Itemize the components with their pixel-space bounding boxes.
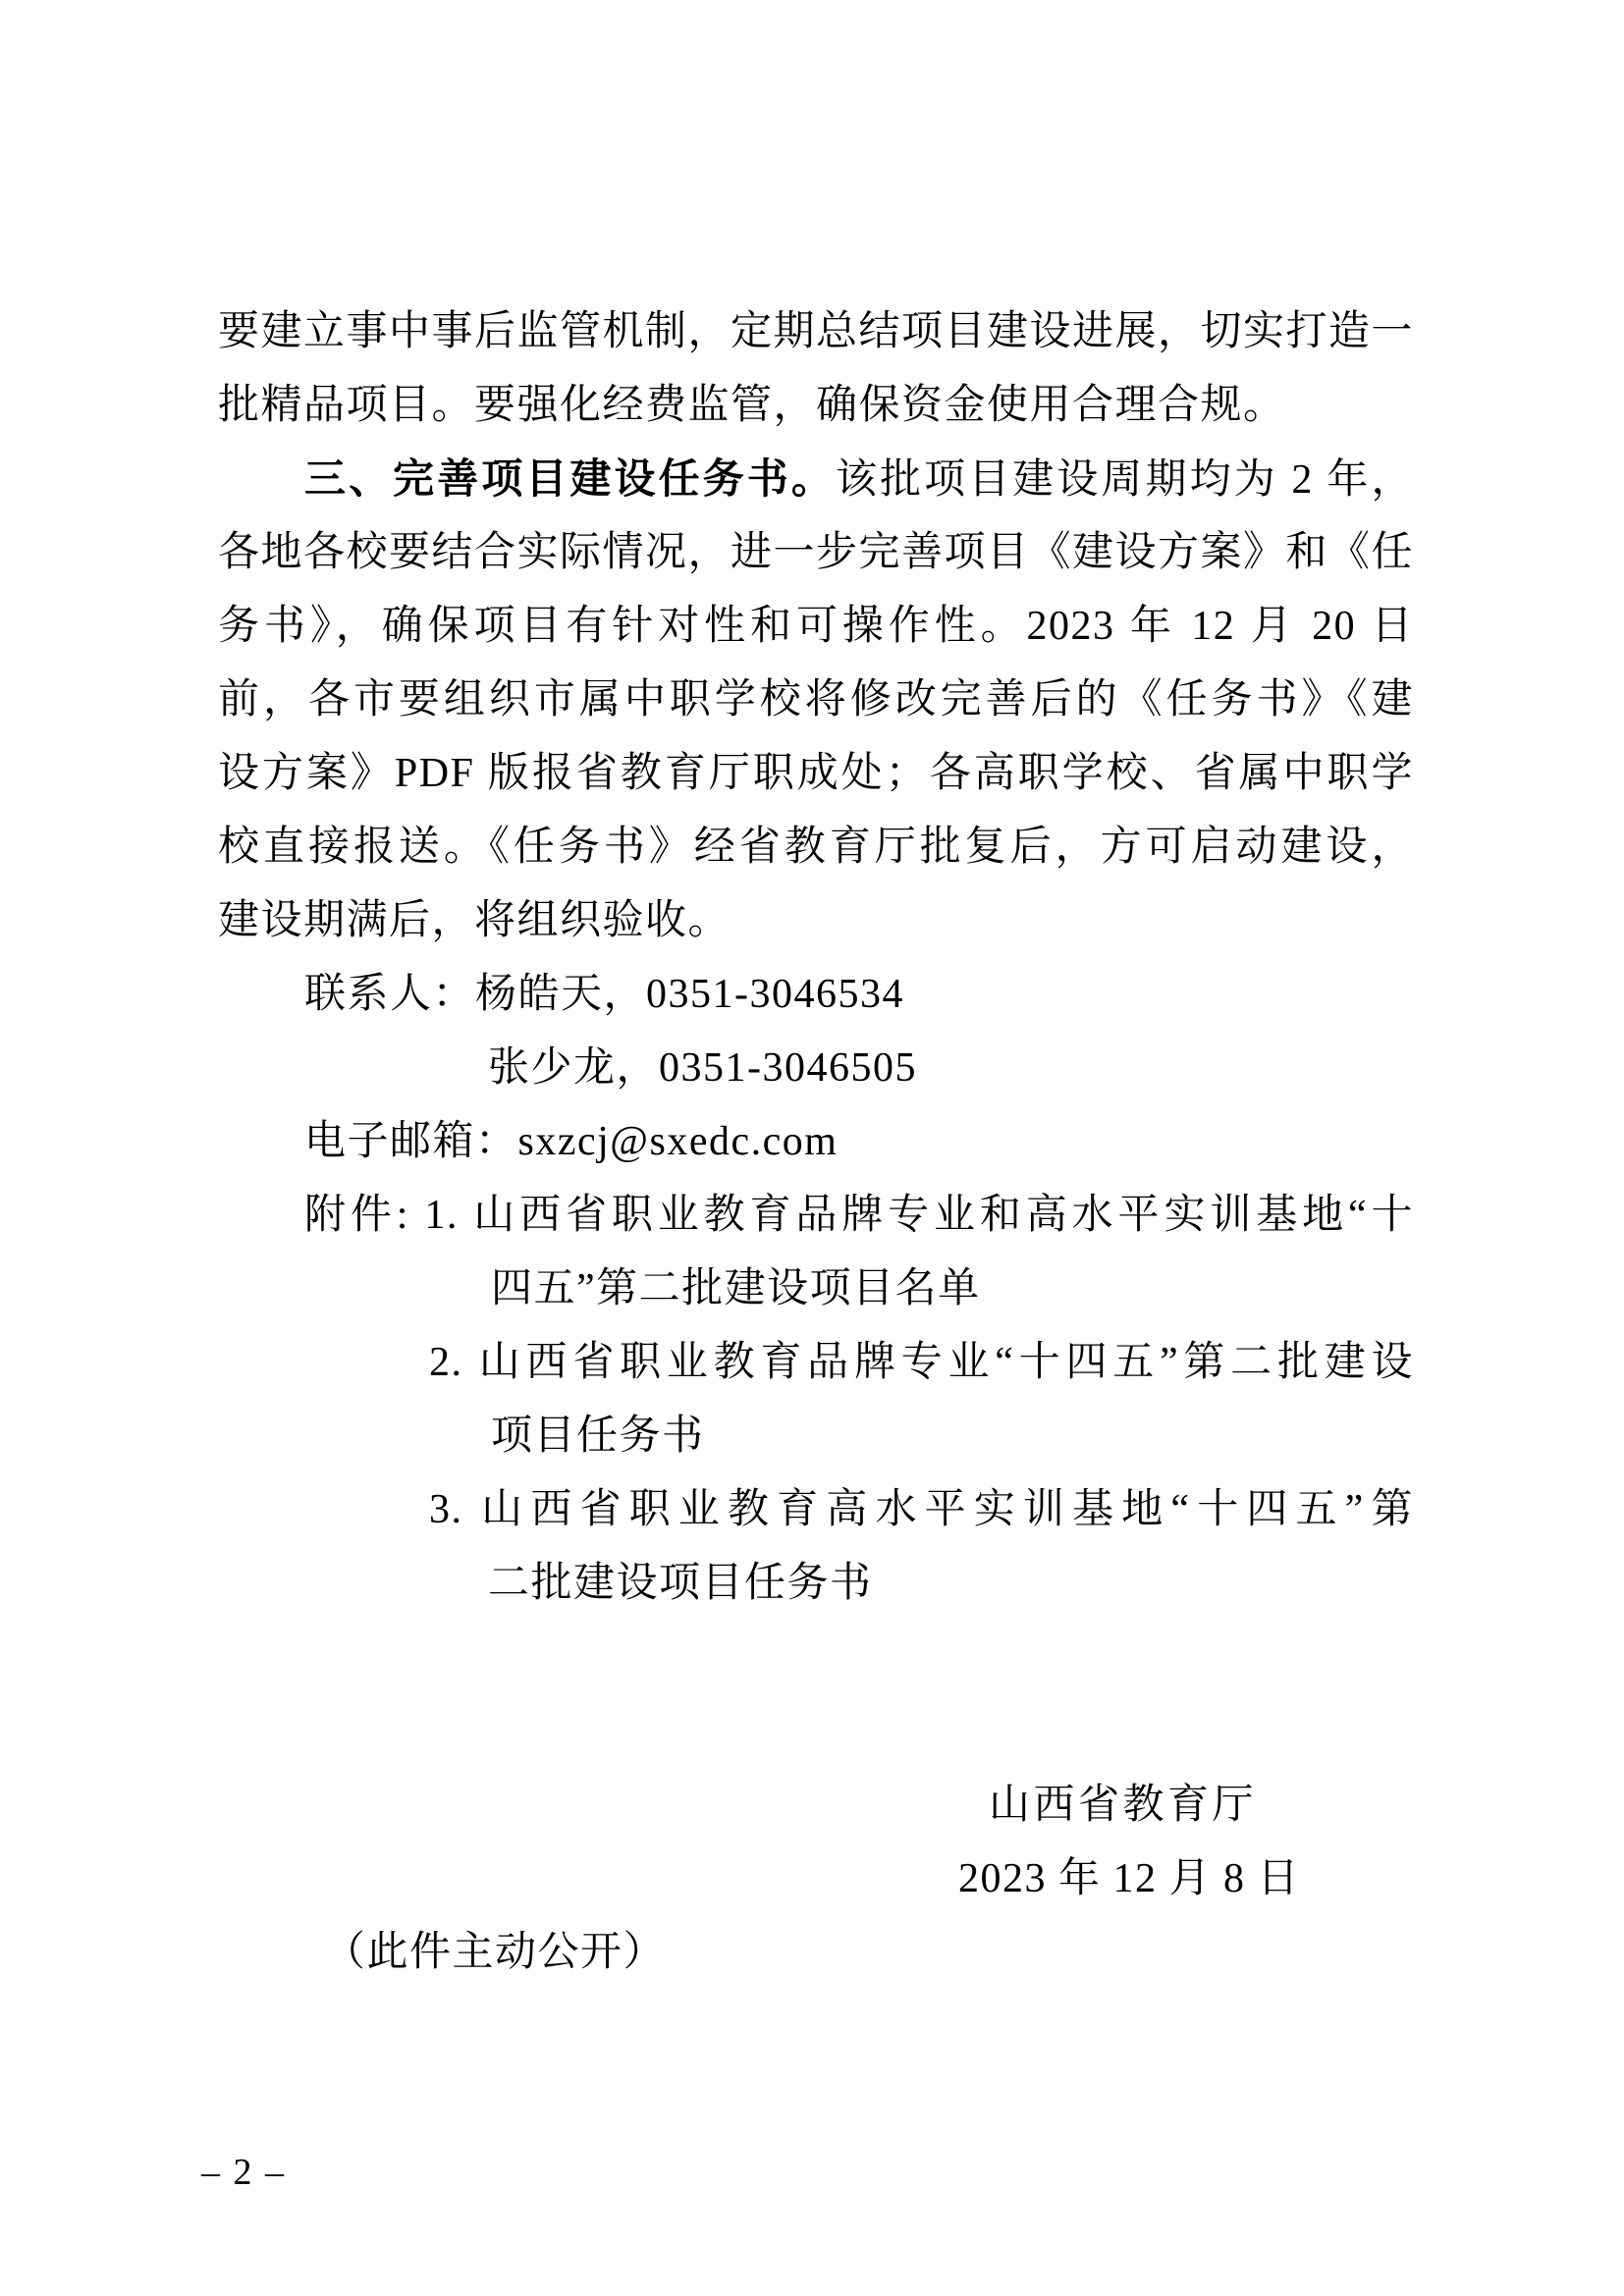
section3-line-1: [218, 452, 1414, 507]
section3-line-7: 建设期满后，将组织验收。: [218, 898, 731, 943]
section3-line-6: 校直接报送。《任务书》经省教育厅批复后，方可启动建设，: [218, 825, 1414, 870]
attachment-item-2-line-1: 2. 山西省职业教育品牌专业“十四五”第二批建设: [429, 1340, 1414, 1385]
signature-date: 2023 年 12 月 8 日: [958, 1856, 1301, 1901]
attachment-item-3-line-2: 二批建设项目任务书: [488, 1561, 873, 1606]
page-number: – 2 –: [201, 2152, 286, 2193]
signature-organization: 山西省教育厅: [989, 1783, 1258, 1828]
contact-person-line-2: 张少龙，0351-3046505: [488, 1045, 917, 1091]
section3-line-5: 设方案》PDF 版报省教育厅职成处；各高职学校、省属中职学: [218, 751, 1414, 796]
section3-line-4: 前，各市要组织市属中职学校将修改完善后的《任务书》《建: [218, 677, 1414, 722]
section3-line-2: 各地各校要结合实际情况，进一步完善项目《建设方案》和《任: [218, 530, 1415, 575]
section3-heading-rest: 该批项目建设周期均为 2 年，: [835, 457, 1414, 503]
section3-line-3: 务书》，确保项目有针对性和可操作性。2023 年 12 月 20 日: [218, 604, 1414, 649]
contact-email-line: 电子邮箱：sxzcj@sxedc.com: [304, 1119, 839, 1164]
attachment-item-1-line-2: 四五”第二批建设项目名单: [491, 1266, 981, 1311]
para-supervision-line-2: 批精品项目。要强化经费监管，确保资金使用合理合规。: [218, 383, 1286, 428]
contact-person-line-1: 联系人：杨皓天，0351-3046534: [304, 972, 904, 1017]
para-supervision-line-1: 要建立事中事后监管机制，定期总结项目建设进展，切实打造一: [218, 309, 1415, 354]
attachment-item-3-line-1: 3. 山西省职业教育高水平实训基地“十四五”第: [429, 1487, 1414, 1532]
attachment-item-2-line-2: 项目任务书: [491, 1414, 705, 1459]
disclosure-note: （此件主动公开）: [324, 1930, 667, 1975]
section3-heading: 三、完善项目建设任务书。: [304, 455, 836, 502]
attachment-item-1-line-1: 附件: 1. 山西省职业教育品牌专业和高水平实训基地“十: [304, 1193, 1414, 1238]
